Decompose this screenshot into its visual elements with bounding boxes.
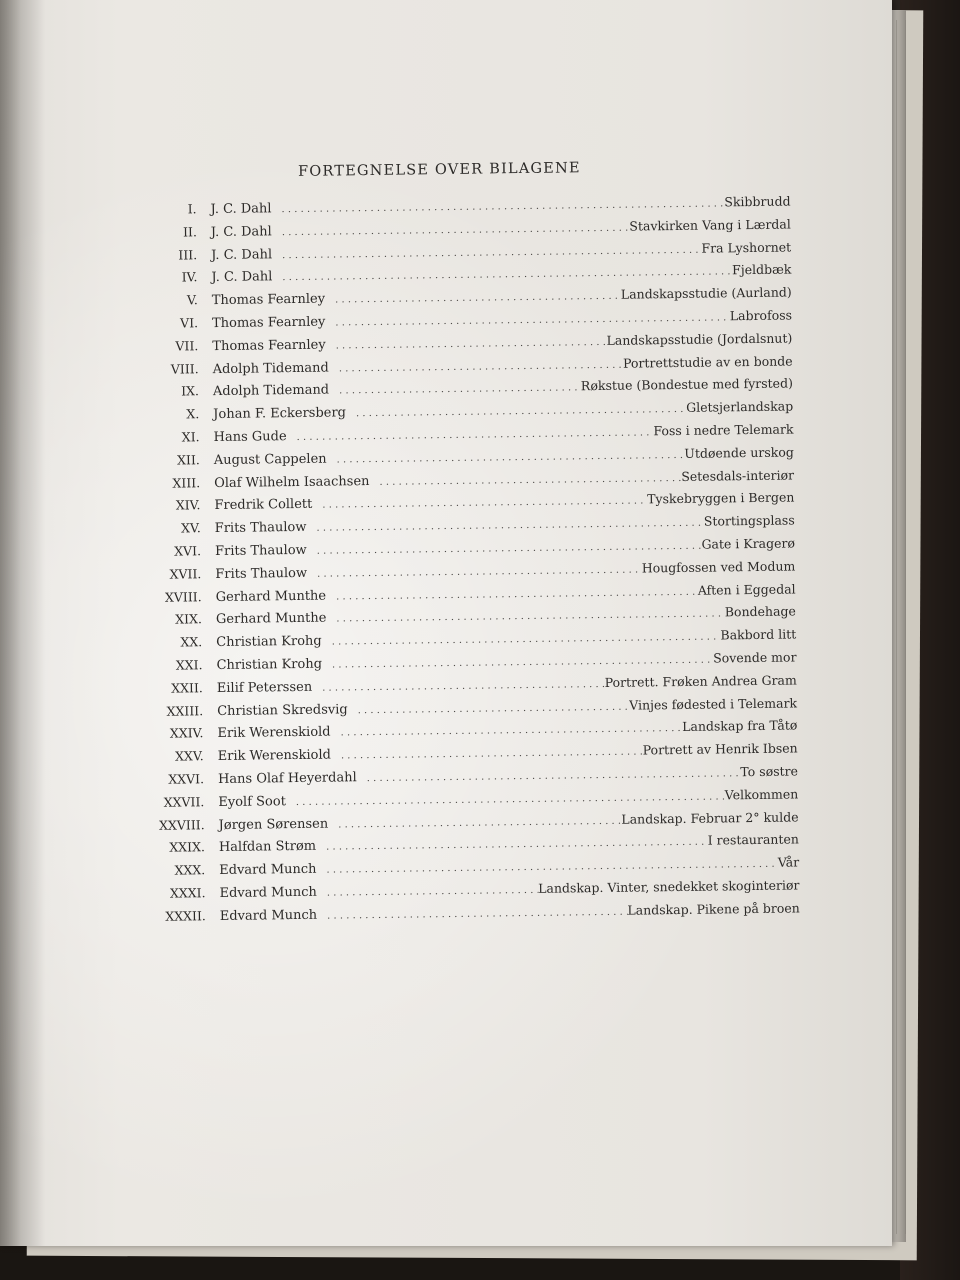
entry-number: XXIX. <box>169 839 206 855</box>
entry-artist: Halfdan Strøm <box>218 839 317 856</box>
entry-artist: Hans Gude <box>213 429 287 446</box>
entry-number: XXXII. <box>165 907 206 924</box>
entry-artist: Thomas Fearnley <box>211 314 326 332</box>
dot-leader <box>322 859 777 876</box>
entry-work-title: Bakbord litt <box>720 626 797 643</box>
dot-leader <box>323 906 627 921</box>
dot-leader <box>335 359 623 374</box>
dot-leader <box>331 312 730 328</box>
dot-leader <box>278 267 732 284</box>
dot-leader <box>313 564 642 579</box>
dot-leader <box>312 518 704 534</box>
dot-leader <box>278 244 702 261</box>
page-stack-edge-line <box>896 20 906 1234</box>
entry-artist: Eilif Peterssen <box>216 679 313 696</box>
entry-work-title: Tyskebryggen i Bergen <box>647 489 795 507</box>
entry-list <box>140 193 799 931</box>
entry-artist: Frits Thaulow <box>214 520 307 537</box>
entry-work-title: Landskapsstudie (Aurland) <box>620 284 792 302</box>
entry-artist: Gerhard Munthe <box>215 588 327 605</box>
dot-leader <box>313 541 702 557</box>
entry-work-title: Gletsjerlandskap <box>686 398 794 416</box>
entry-artist: Edvard Munch <box>219 884 317 901</box>
entry-number: XIII. <box>172 474 201 491</box>
entry-artist: Thomas Fearnley <box>212 337 326 354</box>
entry-number: XVII. <box>169 565 202 582</box>
entry-artist: Erik Werenskiold <box>217 724 331 742</box>
entry-work-title: Landskap fra Tåtø <box>682 717 798 735</box>
dot-leader <box>354 701 630 716</box>
dot-leader <box>277 198 724 215</box>
entry-number: I. <box>187 201 197 217</box>
dot-leader <box>332 586 698 602</box>
entry-artist: Christian Skredsvig <box>217 701 348 719</box>
entry-work-title: Vinjes fødested i Telemark <box>629 694 798 713</box>
entry-work-title: Aften i Eggedal <box>697 581 796 598</box>
entry-artist: Fredrik Collett <box>214 497 313 514</box>
entry-work-title: Utdøende urskog <box>684 444 794 461</box>
entry-work-title: Vår <box>777 854 800 870</box>
entry-artist: Olaf Wilhelm Isaachsen <box>214 473 370 491</box>
entry-artist: Johan F. Eckersberg <box>213 405 347 423</box>
dot-leader <box>332 609 725 625</box>
entry-work-title: Landskap. Vinter, snedekket skoginteriør <box>538 877 800 896</box>
dot-leader <box>375 473 681 488</box>
entry-work-title: Landskapsstudie (Jordalsnut) <box>606 330 793 348</box>
entry-work-title: To søstre <box>740 763 799 780</box>
entry-work-title: Fra Lyshornet <box>701 239 792 256</box>
entry-number: IX. <box>181 383 200 399</box>
entry-work-title: Stavkirken Vang i Lærdal <box>629 216 791 234</box>
entry-artist: Adolph Tidemand <box>212 360 329 377</box>
dot-leader <box>278 222 630 238</box>
entry-number: III. <box>178 246 198 263</box>
entry-artist: Gerhard Munthe <box>215 610 327 628</box>
entry-number: XIX. <box>175 611 203 627</box>
entry-work-title: I restauranten <box>707 831 799 848</box>
dot-leader <box>292 791 725 808</box>
entry-work-title: Hougfossen ved Modum <box>641 558 796 576</box>
entry-work-title: Landskap. Februar 2° kulde <box>621 808 799 827</box>
entry-work-title: Gate i Kragerø <box>701 535 796 552</box>
dot-leader <box>352 404 686 419</box>
dot-leader <box>322 837 708 853</box>
entry-work-title: Skibbrudd <box>724 193 791 210</box>
entry-artist: Erik Werenskiold <box>217 747 331 765</box>
entry-number: XX. <box>180 634 203 650</box>
entry-number: XXVII. <box>163 793 205 810</box>
entry-artist: Thomas Fearnley <box>211 291 326 309</box>
binding-shadow <box>0 0 46 1246</box>
page-title: FORTEGNELSE OVER BILAGENE <box>297 160 581 180</box>
dot-leader <box>334 815 621 830</box>
entry-work-title: Velkommen <box>724 786 799 803</box>
entry-artist: J. C. Dahl <box>211 269 273 286</box>
entry-number: XI. <box>181 429 200 445</box>
entry-number: II. <box>182 224 197 240</box>
entry-work-title: Landskap. Pikene på broen <box>627 900 800 918</box>
entry-number: XVIII. <box>164 588 202 605</box>
entry-artist: J. C. Dahl <box>211 246 273 263</box>
entry-artist: Adolph Tidemand <box>212 382 330 400</box>
entry-work-title: Røkstue (Bondestue med fyrsted) <box>580 375 793 394</box>
entry-number: XXXI. <box>169 885 206 901</box>
entry-number: XXIV. <box>169 725 204 741</box>
dot-leader <box>333 450 685 466</box>
entry-number: VII. <box>175 338 199 354</box>
dot-leader <box>335 383 581 397</box>
entry-work-title: Stortingsplass <box>703 512 795 529</box>
dot-leader <box>318 496 647 511</box>
entry-artist: J. C. Dahl <box>210 201 272 218</box>
dot-leader <box>363 768 741 784</box>
entry-number: XII. <box>177 452 200 468</box>
entry-number: XXVIII. <box>158 816 205 833</box>
entry-number: V. <box>186 292 198 308</box>
dot-leader <box>323 885 539 899</box>
dot-leader <box>337 747 643 762</box>
dot-leader <box>293 427 654 443</box>
dot-leader <box>328 654 713 670</box>
entry-work-title: Labrofoss <box>729 307 793 324</box>
dot-leader <box>328 632 721 648</box>
entry-work-title: Bondehage <box>724 603 796 620</box>
entry-number: XXV. <box>175 748 204 764</box>
entry-artist: August Cappelen <box>213 451 327 468</box>
entry-artist: Christian Krohg <box>216 656 323 673</box>
entry-number: XXX. <box>174 862 206 878</box>
dot-leader <box>318 679 605 694</box>
entry-number: XIV. <box>175 497 201 513</box>
entry-number: XV. <box>180 520 201 536</box>
entry-number: X. <box>186 406 200 422</box>
entry-number: XVI. <box>174 543 202 559</box>
entry-artist: Eyolf Soot <box>218 793 286 810</box>
entry-number: XXI. <box>175 657 203 673</box>
entry-work-title: Fjeldbæk <box>732 261 792 278</box>
dot-leader <box>331 291 621 306</box>
dot-leader <box>332 337 607 352</box>
entry-artist: Edvard Munch <box>219 907 318 924</box>
dot-leader <box>337 723 683 739</box>
entry-work-title: Setesdals-interiør <box>681 467 795 484</box>
entry-work-title: Sovende mor <box>713 649 797 666</box>
entry-work-title: Portrett av Henrik Ibsen <box>642 740 798 758</box>
entry-number: XXVI. <box>168 771 205 787</box>
entry-artist: Edvard Munch <box>219 861 317 879</box>
entry-artist: J. C. Dahl <box>210 224 272 240</box>
index-content <box>140 157 800 931</box>
entry-number: VIII. <box>170 360 199 377</box>
entry-work-title: Foss i nedre Telemark <box>653 421 794 439</box>
entry-work-title: Portrettstudie av en bonde <box>622 353 793 371</box>
entry-number: VI. <box>180 315 199 331</box>
entry-artist: Frits Thaulow <box>215 565 308 582</box>
entry-number: XXII. <box>171 679 203 696</box>
entry-work-title: Portrett. Frøken Andrea Gram <box>604 672 797 690</box>
entry-number: XXIII. <box>166 702 204 719</box>
entry-artist: Hans Olaf Heyerdahl <box>217 770 357 787</box>
entry-artist: Frits Thaulow <box>214 542 307 560</box>
entry-artist: Christian Krohg <box>216 633 322 651</box>
entry-number: IV. <box>181 269 198 285</box>
entry-artist: Jørgen Sørensen <box>218 816 329 833</box>
